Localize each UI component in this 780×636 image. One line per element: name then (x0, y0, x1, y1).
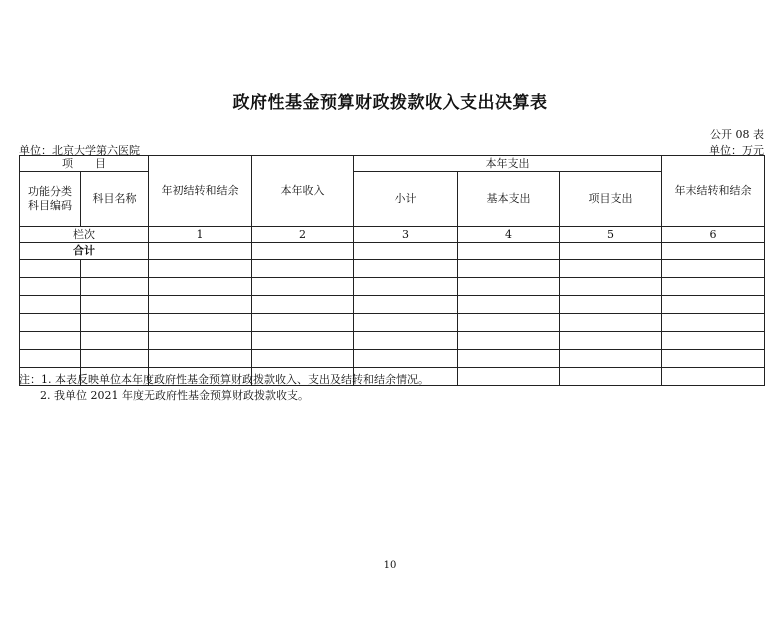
form-number: 公开 08 表 (710, 128, 764, 141)
page-title: 政府性基金预算财政拨款收入支出决算表 (232, 93, 548, 113)
table-cell (662, 243, 765, 260)
header-project-expense: 项目支出 (560, 172, 662, 227)
table-cell (252, 243, 354, 260)
header-function-code-text: 功能分类 科目编码 (28, 185, 72, 212)
table-row (20, 260, 765, 278)
table-cell (149, 243, 252, 260)
table-row (20, 332, 765, 350)
table-row (20, 278, 765, 296)
index-label: 栏次 (20, 227, 149, 243)
header-basic-expense: 基本支出 (458, 172, 560, 227)
header-current-expense: 本年支出 (354, 156, 662, 172)
table-cell (458, 243, 560, 260)
unit-name: 单位：北京大学第六医院 (19, 144, 140, 157)
budget-table (19, 155, 765, 386)
table-row (20, 296, 765, 314)
index-cell: 5 (560, 227, 662, 243)
note-line-1: 注：1. 本表反映单位本年度政府性基金预算财政拨款收入、支出及结转和结余情况。 (19, 373, 429, 386)
header-current-income: 本年收入 (252, 156, 354, 227)
index-cell: 2 (252, 227, 354, 243)
total-label: 合计 (20, 243, 149, 260)
note-line-2: 2. 我单位 2021 年度无政府性基金预算财政拨款收支。 (40, 389, 309, 402)
index-cell: 1 (149, 227, 252, 243)
table-cell (560, 243, 662, 260)
header-project: 项 目 (20, 156, 149, 172)
header-closing-balance: 年末结转和结余 (662, 156, 765, 227)
index-cell: 3 (354, 227, 458, 243)
header-subtotal: 小计 (354, 172, 458, 227)
table-row (20, 350, 765, 368)
index-cell: 4 (458, 227, 560, 243)
header-subject-name: 科目名称 (81, 172, 149, 227)
header-function-code (20, 172, 81, 227)
table-cell (354, 243, 458, 260)
currency-unit: 单位：万元 (709, 144, 764, 157)
notes (19, 372, 429, 404)
page-number: 10 (383, 560, 397, 571)
table-row (20, 314, 765, 332)
header-opening-balance: 年初结转和结余 (149, 156, 252, 227)
index-cell: 6 (662, 227, 765, 243)
